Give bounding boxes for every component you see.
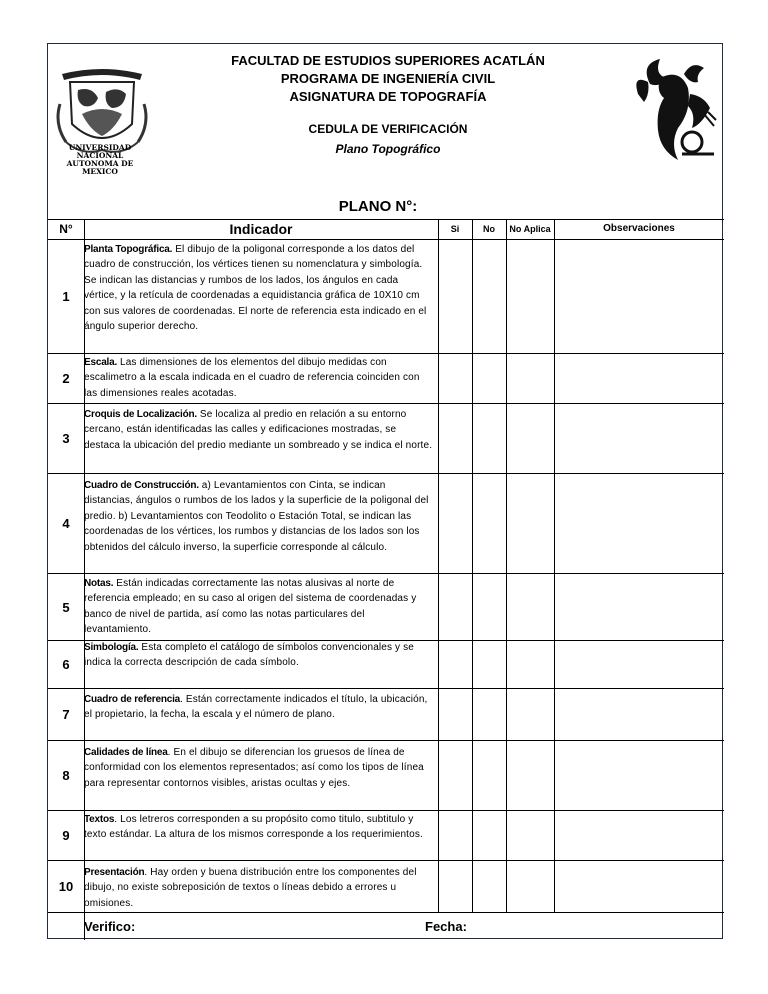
row-number: 3: [62, 431, 70, 446]
grid-line: [48, 810, 724, 811]
row-indicator: Planta Topográfica. El dibujo de la poligonal corresponde a los datos del cuadro de construcción, los vértices tienen su nomenclatura y simbología. Se indican las distancias y rumbos de los lados, los ángulos en cada vértice, y la retícula de coordenadas a equidistancia gráfica de 10X10 cm con sus valores de coordenadas. El norte de referencia esta indicado en el ángulo superior derecho.: [84, 244, 427, 333]
plano-number-label: PLANO N°:: [338, 198, 418, 215]
row-number: 8: [62, 768, 70, 783]
row-number: 7: [62, 707, 70, 722]
unam-name: UNIVERSIDAD NACIONAL AUTONOMA DE MEXICO: [66, 143, 134, 176]
grid-line: [48, 573, 724, 574]
institution-titles: [158, 52, 618, 106]
grid-line: [48, 860, 724, 861]
subject-title: ASIGNATURA DE TOPOGRAFÍA: [289, 89, 487, 104]
faculty-title: FACULTAD DE ESTUDIOS SUPERIORES ACATLÁN: [231, 53, 545, 68]
grid-line: [48, 353, 724, 354]
row-indicator: Presentación. Hay orden y buena distribución entre los componentes del dibujo, no existe sobreposición de textos o líneas debido a errores u omisiones.: [84, 867, 417, 909]
row-indicator: Croquis de Localización. Se localiza al predio en relación a su entorno cercano, están identificadas las calles y edificaciones mostradas, se destaca la ubicación del predio mediante un sombreado y se indica el norte.: [84, 409, 433, 451]
row-indicator: Textos. Los letreros corresponden a su propósito como titulo, subtitulo y texto estándar. La altura de los mismos corresponde a los requerimientos.: [84, 814, 423, 841]
column-header-observaciones: Observaciones: [603, 223, 675, 234]
row-number: 9: [62, 828, 70, 843]
form-frame: [47, 43, 723, 939]
grid-line: [48, 740, 724, 741]
row-number: 1: [62, 289, 70, 304]
column-header-no-aplica: No Aplica: [509, 224, 551, 234]
column-header-si: Si: [450, 224, 460, 234]
form-subtitle: Plano Topográfico: [335, 142, 441, 156]
row-number: 10: [58, 879, 74, 894]
verifico-label: Verifico:: [84, 919, 136, 934]
row-indicator: Cuadro de Construcción. a) Levantamientos con Cinta, se indican distancias, ángulos o rumbos de los lados y la superficie de la poligonal del predio. b) Levantamientos con Teodolito o Estación Total, se indican las coordenadas de los vértices, los rumbos y distancias de los lados son los obtenidos del cálculo inverso, la superficie corresponde al cálculo.: [84, 480, 429, 553]
row-indicator: Escala. Las dimensiones de los elementos del dibujo medidas con escalimetro a la escala indicada en el cuadro de referencia coinciden con las dimensiones reales acotadas.: [84, 357, 420, 399]
program-title: PROGRAMA DE INGENIERÍA CIVIL: [280, 71, 496, 86]
grid-line: [48, 912, 724, 913]
form-title: CEDULA DE VERIFICACIÓN: [308, 122, 468, 136]
column-header-indicador: Indicador: [229, 221, 293, 237]
grid-line: [472, 219, 473, 912]
fes-acatlan-eagle-icon: [630, 54, 720, 169]
grid-line: [48, 403, 724, 404]
grid-line: [554, 219, 555, 912]
grid-line: [438, 219, 439, 912]
grid-line: [48, 473, 724, 474]
row-number: 4: [62, 516, 70, 531]
grid-line: [506, 219, 507, 912]
row-number: 2: [62, 371, 70, 386]
form-header: [48, 44, 724, 219]
row-indicator: Notas. Están indicadas correctamente las notas alusivas al norte de referencia empleado; en su caso al origen del sistema de coordenadas y banco de nivel de partida, así como las notas particulares del levantamiento.: [84, 578, 417, 636]
fecha-label: Fecha:: [425, 919, 467, 934]
grid-line: [48, 239, 724, 240]
grid-line: [48, 688, 724, 689]
column-header-no: No: [483, 224, 495, 234]
row-indicator: Calidades de línea. En el dibujo se diferencian los gruesos de línea de conformidad con los elementos representados; así como los tipos de línea para representar contornos visibles, aristas ocultas y ejes.: [84, 747, 424, 789]
column-header-n: N°: [59, 222, 73, 236]
row-indicator: Simbología. Esta completo el catálogo de símbolos convencionales y se indica la correcta descripción de cada símbolo.: [84, 642, 415, 669]
row-indicator: Cuadro de referencia. Están correctamente indicados el título, la ubicación, el propietario, la fecha, la escala y el número de plano.: [84, 694, 428, 721]
row-number: 5: [62, 599, 70, 615]
row-number: 6: [62, 657, 70, 672]
